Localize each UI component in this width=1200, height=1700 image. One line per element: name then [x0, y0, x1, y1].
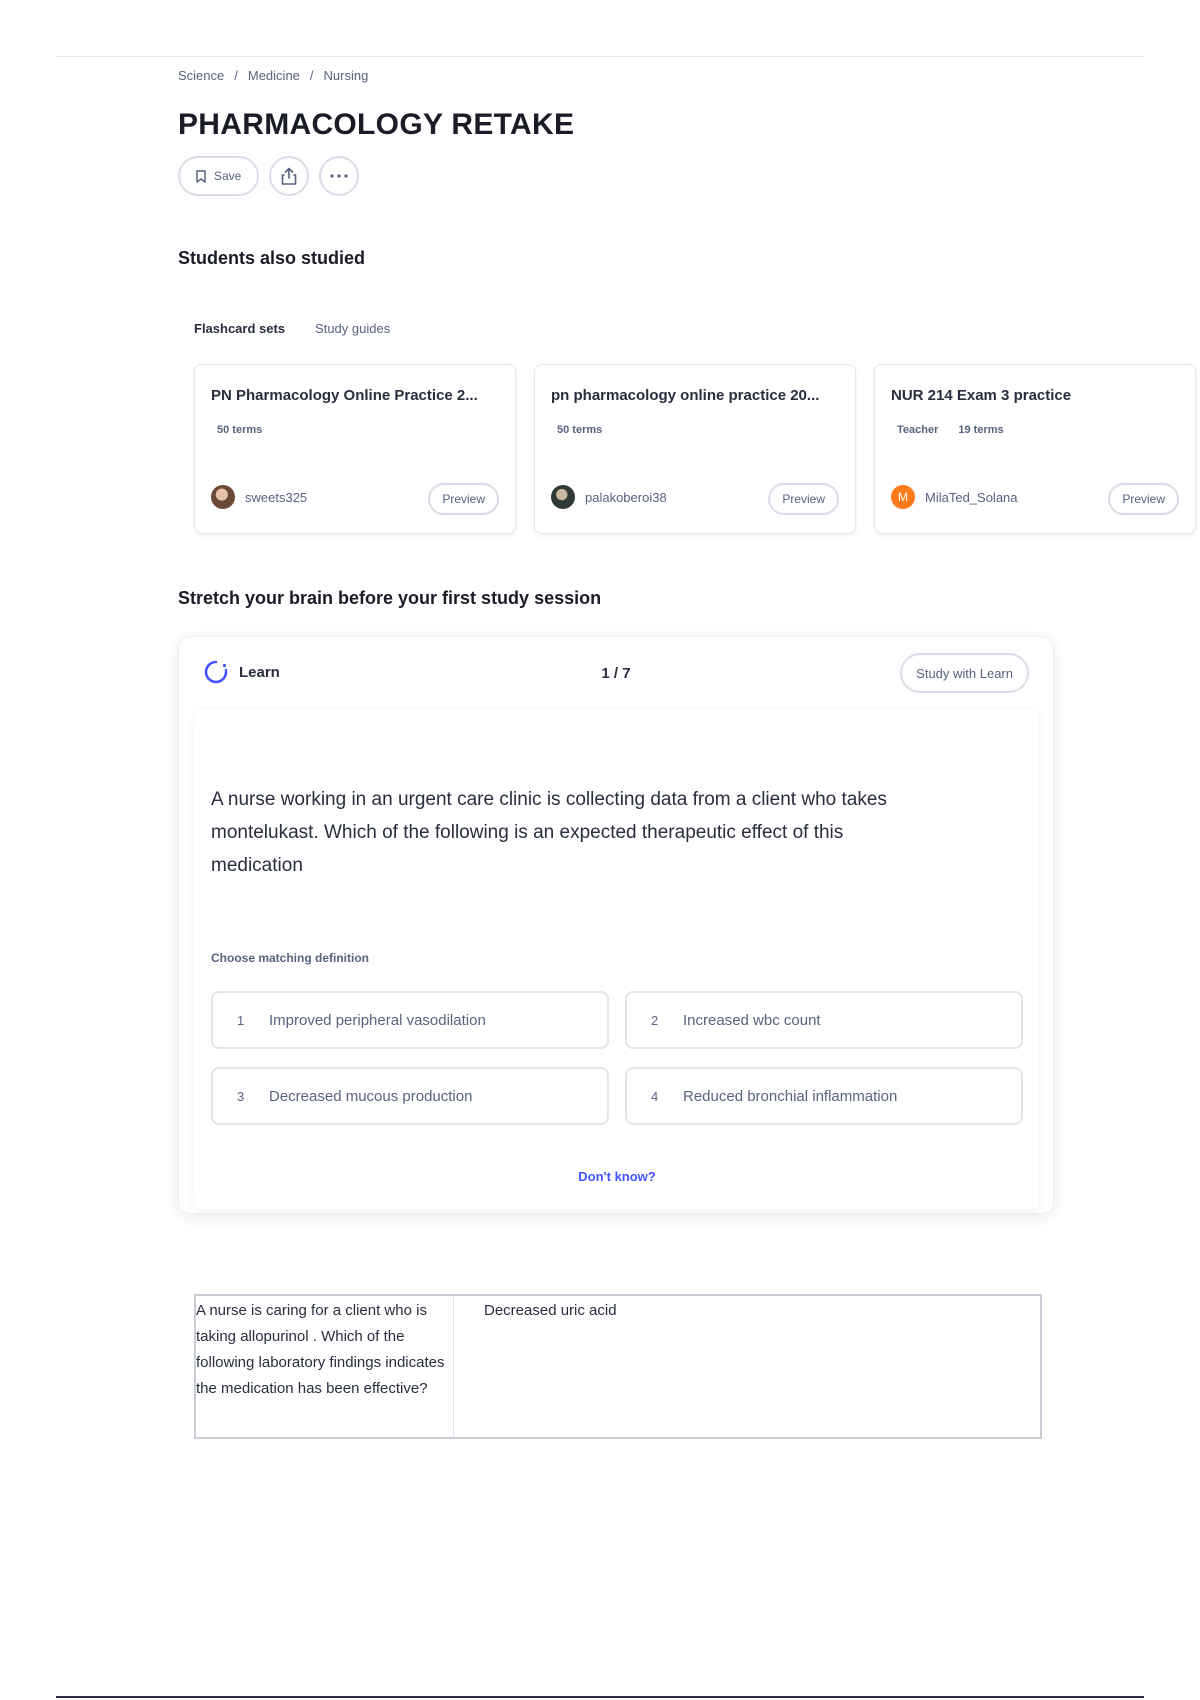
tab-flashcard-sets[interactable]: Flashcard sets [194, 321, 286, 336]
related-set-card[interactable] [534, 364, 856, 534]
set-meta [891, 424, 1179, 436]
breadcrumb-nursing[interactable]: Nursing [323, 68, 369, 83]
set-title: NUR 214 Exam 3 practice [891, 387, 1072, 404]
learn-label: Learn [239, 663, 280, 681]
breadcrumb-separator: / [309, 68, 314, 83]
question-text: A nurse working in an urgent care clinic is collecting data from a client who takes montelukast. Which of the following is an expected therapeutic effect of this medication [211, 789, 887, 876]
learn-header [203, 659, 280, 685]
dont-know-link[interactable]: Don't know? [578, 1169, 656, 1184]
option-text: Decreased mucous production [269, 1087, 473, 1105]
tab-study-guides[interactable]: Study guides [315, 321, 391, 336]
preview-button[interactable]: Preview [768, 483, 839, 515]
learn-panel [178, 636, 1054, 1214]
more-horizontal-icon [330, 174, 348, 178]
set-author [551, 485, 667, 509]
save-button[interactable] [178, 156, 259, 196]
author-name: sweets325 [245, 489, 308, 505]
breadcrumb-medicine[interactable]: Medicine [247, 68, 300, 83]
page-title: PHARMACOLOGY RETAKE [178, 108, 575, 141]
set-term-count: 50 terms [217, 424, 263, 436]
more-options-button[interactable] [319, 156, 359, 196]
set-meta [211, 424, 499, 436]
option-text: Improved peripheral vasodilation [269, 1011, 486, 1029]
study-tabs [194, 321, 390, 336]
save-label: Save [214, 169, 242, 183]
bookmark-icon [196, 170, 206, 183]
option-text: Increased wbc count [683, 1011, 821, 1029]
set-term-count: 50 terms [557, 424, 603, 436]
question-card [195, 709, 1039, 1209]
share-button[interactable] [269, 156, 309, 196]
preview-button[interactable]: Preview [428, 483, 499, 515]
avatar [211, 485, 235, 509]
students-also-studied-heading: Students also studied [178, 248, 366, 268]
set-actions [178, 156, 359, 196]
set-term-count: 19 terms [958, 424, 1004, 436]
question-progress: 1 / 7 [601, 665, 631, 682]
breadcrumb-separator: / [234, 68, 238, 83]
answer-option-2[interactable] [625, 991, 1023, 1049]
option-text: Reduced bronchial inflammation [683, 1087, 898, 1105]
preview-button[interactable]: Preview [1108, 483, 1179, 515]
set-title: pn pharmacology online practice 20... [551, 387, 820, 404]
answer-options [211, 991, 1023, 1125]
teacher-badge: Teacher [897, 424, 939, 436]
option-number: 3 [237, 1088, 245, 1104]
breadcrumb [178, 68, 368, 83]
breadcrumb-science[interactable]: Science [178, 68, 225, 83]
answer-option-3[interactable] [211, 1067, 609, 1125]
avatar [551, 485, 575, 509]
top-divider [56, 56, 1144, 57]
option-number: 2 [651, 1012, 659, 1028]
share-icon [281, 167, 297, 185]
related-sets-carousel [194, 364, 1165, 536]
answer-option-4[interactable] [625, 1067, 1023, 1125]
stretch-brain-heading: Stretch your brain before your first study session [178, 588, 602, 608]
choose-matching-label: Choose matching definition [211, 951, 369, 965]
author-name: palakoberoi38 [585, 489, 667, 505]
definition-cell: Decreased uric acid [484, 1302, 617, 1319]
answer-option-1[interactable] [211, 991, 609, 1049]
avatar: M [891, 485, 915, 509]
set-author [891, 485, 1018, 509]
study-with-learn-button[interactable]: Study with Learn [900, 653, 1029, 693]
set-meta [551, 424, 839, 436]
related-set-card[interactable] [194, 364, 516, 534]
set-title: PN Pharmacology Online Practice 2... [211, 387, 478, 404]
term-cell: A nurse is caring for a client who is taking allopurinol . Which of the following laboratory findings indicates the medication has been effective? [196, 1296, 454, 1437]
set-author [211, 485, 307, 509]
bottom-divider [56, 1696, 1144, 1698]
option-number: 4 [651, 1088, 659, 1104]
learn-mode-icon [203, 659, 229, 685]
option-number: 1 [237, 1012, 245, 1028]
author-name: MilaTed_Solana [925, 489, 1018, 505]
term-definition-row [194, 1294, 1042, 1439]
related-set-card[interactable] [874, 364, 1196, 534]
